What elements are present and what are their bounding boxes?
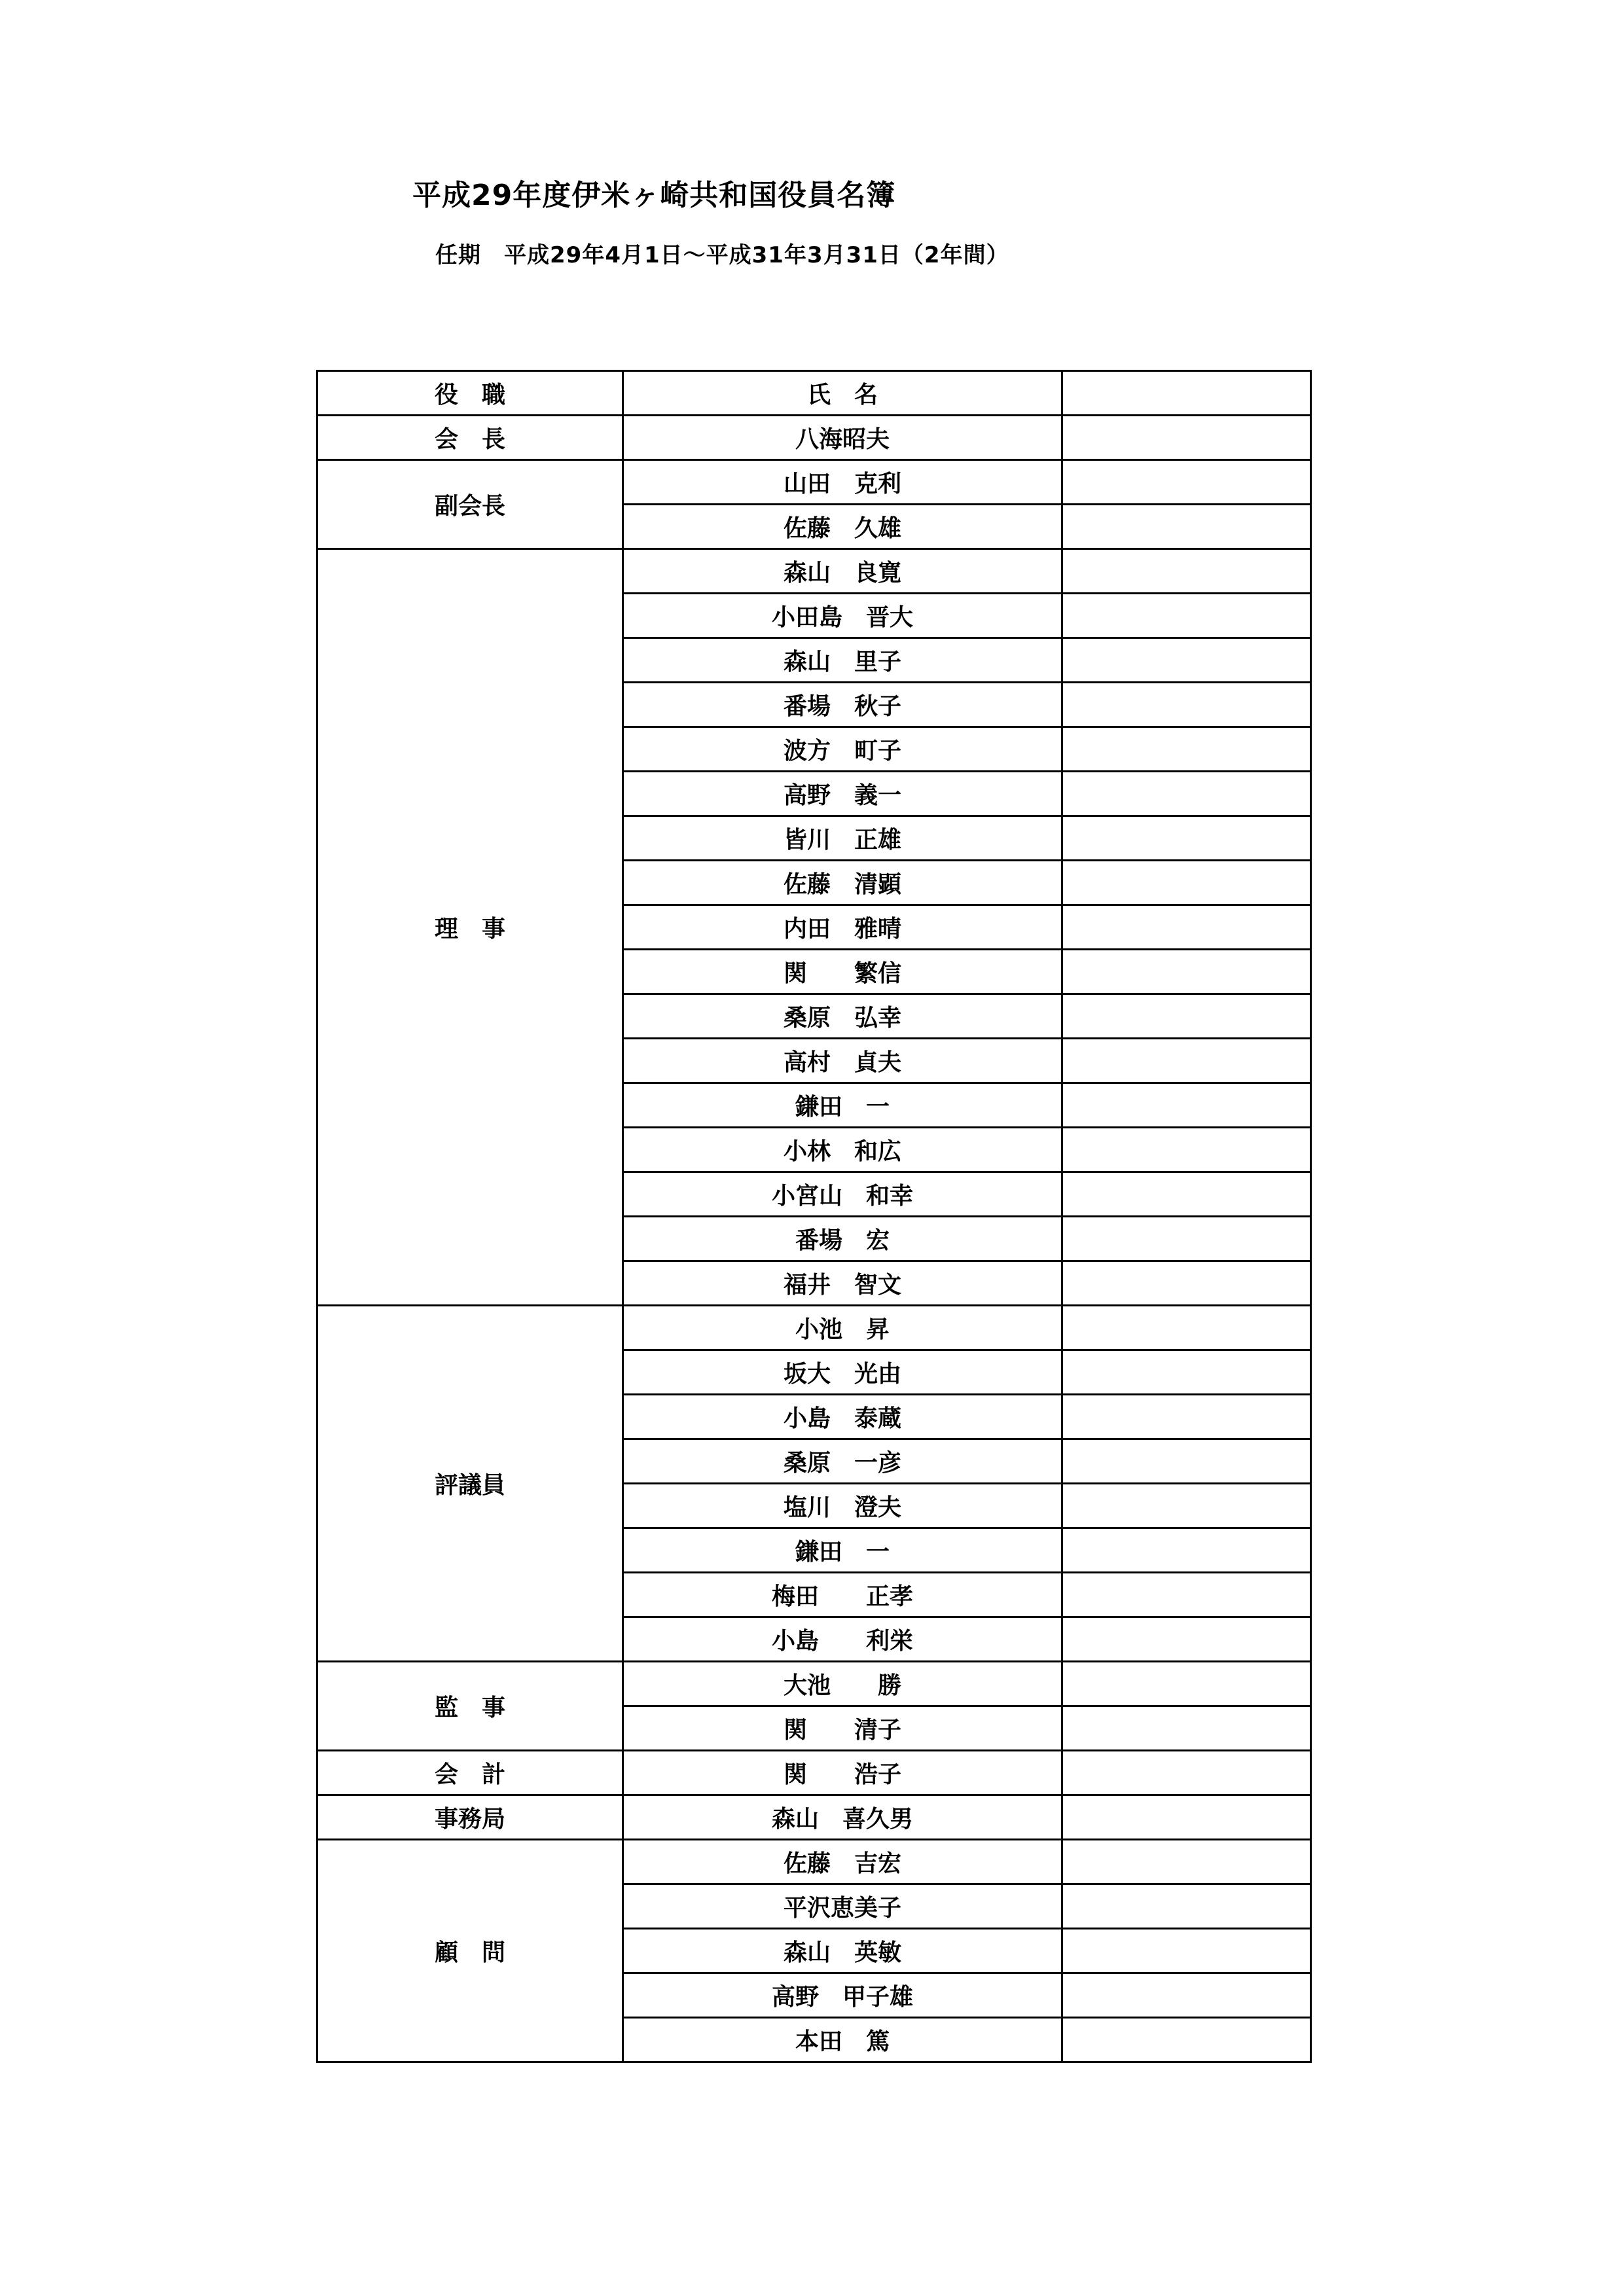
note-cell xyxy=(1062,594,1311,638)
officer-roster-table xyxy=(316,370,1312,2063)
header-name: 氏 名 xyxy=(623,371,1062,416)
term-of-office: 任期 平成29年4月1日～平成31年3月31日（2年間） xyxy=(435,242,1009,268)
name-cell: 関 清子 xyxy=(623,1706,1062,1751)
name-cell: 高村 貞夫 xyxy=(623,1039,1062,1083)
role-cell: 副会長 xyxy=(317,460,623,549)
note-cell xyxy=(1062,1306,1311,1350)
name-cell: 八海昭夫 xyxy=(623,416,1062,460)
note-cell xyxy=(1062,549,1311,594)
note-cell xyxy=(1062,505,1311,549)
name-cell: 佐藤 吉宏 xyxy=(623,1840,1062,1884)
name-cell: 高野 甲子雄 xyxy=(623,1973,1062,2018)
table-row xyxy=(317,1662,1311,1706)
note-cell xyxy=(1062,1039,1311,1083)
note-cell xyxy=(1062,1840,1311,1884)
note-cell xyxy=(1062,2018,1311,2062)
name-cell: 皆川 正雄 xyxy=(623,816,1062,861)
name-cell: 塩川 澄夫 xyxy=(623,1484,1062,1528)
role-cell: 会 長 xyxy=(317,416,623,460)
roster-body xyxy=(317,371,1311,2062)
table-row xyxy=(317,1840,1311,1884)
header-row xyxy=(317,371,1311,416)
name-cell: 関 浩子 xyxy=(623,1751,1062,1795)
name-cell: 内田 雅晴 xyxy=(623,905,1062,950)
note-cell xyxy=(1062,1484,1311,1528)
note-cell xyxy=(1062,1884,1311,1929)
table-row xyxy=(317,1306,1311,1350)
name-cell: 森山 英敏 xyxy=(623,1929,1062,1973)
name-cell: 桑原 一彦 xyxy=(623,1439,1062,1484)
note-cell xyxy=(1062,1973,1311,2018)
name-cell: 山田 克利 xyxy=(623,460,1062,505)
table-row xyxy=(317,1751,1311,1795)
note-cell xyxy=(1062,1706,1311,1751)
name-cell: 本田 篤 xyxy=(623,2018,1062,2062)
role-cell: 事務局 xyxy=(317,1795,623,1840)
role-cell: 評議員 xyxy=(317,1306,623,1662)
table-row xyxy=(317,1795,1311,1840)
note-cell xyxy=(1062,1751,1311,1795)
note-cell xyxy=(1062,1172,1311,1217)
header-note xyxy=(1062,371,1311,416)
note-cell xyxy=(1062,1350,1311,1395)
note-cell xyxy=(1062,1261,1311,1306)
note-cell xyxy=(1062,994,1311,1039)
name-cell: 小島 利栄 xyxy=(623,1617,1062,1662)
note-cell xyxy=(1062,772,1311,816)
name-cell: 福井 智文 xyxy=(623,1261,1062,1306)
note-cell xyxy=(1062,683,1311,727)
name-cell: 平沢恵美子 xyxy=(623,1884,1062,1929)
document-title: 平成29年度伊米ヶ崎共和国役員名簿 xyxy=(412,179,896,212)
name-cell: 小林 和広 xyxy=(623,1128,1062,1172)
role-cell: 理 事 xyxy=(317,549,623,1306)
note-cell xyxy=(1062,1662,1311,1706)
note-cell xyxy=(1062,816,1311,861)
role-cell: 顧 問 xyxy=(317,1840,623,2062)
note-cell xyxy=(1062,1128,1311,1172)
name-cell: 鎌田 一 xyxy=(623,1528,1062,1573)
name-cell: 高野 義一 xyxy=(623,772,1062,816)
name-cell: 森山 里子 xyxy=(623,638,1062,683)
note-cell xyxy=(1062,861,1311,905)
name-cell: 番場 秋子 xyxy=(623,683,1062,727)
note-cell xyxy=(1062,1795,1311,1840)
note-cell xyxy=(1062,460,1311,505)
name-cell: 小池 昇 xyxy=(623,1306,1062,1350)
name-cell: 波方 町子 xyxy=(623,727,1062,772)
name-cell: 小田島 晋大 xyxy=(623,594,1062,638)
header-role: 役 職 xyxy=(317,371,623,416)
note-cell xyxy=(1062,1617,1311,1662)
note-cell xyxy=(1062,727,1311,772)
note-cell xyxy=(1062,1573,1311,1617)
name-cell: 坂大 光由 xyxy=(623,1350,1062,1395)
name-cell: 鎌田 一 xyxy=(623,1083,1062,1128)
note-cell xyxy=(1062,1217,1311,1261)
name-cell: 小島 泰蔵 xyxy=(623,1395,1062,1439)
name-cell: 大池 勝 xyxy=(623,1662,1062,1706)
name-cell: 佐藤 清顕 xyxy=(623,861,1062,905)
note-cell xyxy=(1062,1528,1311,1573)
table-row xyxy=(317,416,1311,460)
note-cell xyxy=(1062,1395,1311,1439)
name-cell: 梅田 正孝 xyxy=(623,1573,1062,1617)
note-cell xyxy=(1062,950,1311,994)
note-cell xyxy=(1062,1929,1311,1973)
role-cell: 監 事 xyxy=(317,1662,623,1751)
note-cell xyxy=(1062,1439,1311,1484)
role-cell: 会 計 xyxy=(317,1751,623,1795)
table-row xyxy=(317,460,1311,505)
name-cell: 番場 宏 xyxy=(623,1217,1062,1261)
note-cell xyxy=(1062,1083,1311,1128)
name-cell: 佐藤 久雄 xyxy=(623,505,1062,549)
name-cell: 森山 良寛 xyxy=(623,549,1062,594)
name-cell: 桑原 弘幸 xyxy=(623,994,1062,1039)
note-cell xyxy=(1062,638,1311,683)
note-cell xyxy=(1062,905,1311,950)
name-cell: 関 繁信 xyxy=(623,950,1062,994)
table-row xyxy=(317,549,1311,594)
name-cell: 森山 喜久男 xyxy=(623,1795,1062,1840)
note-cell xyxy=(1062,416,1311,460)
name-cell: 小宮山 和幸 xyxy=(623,1172,1062,1217)
